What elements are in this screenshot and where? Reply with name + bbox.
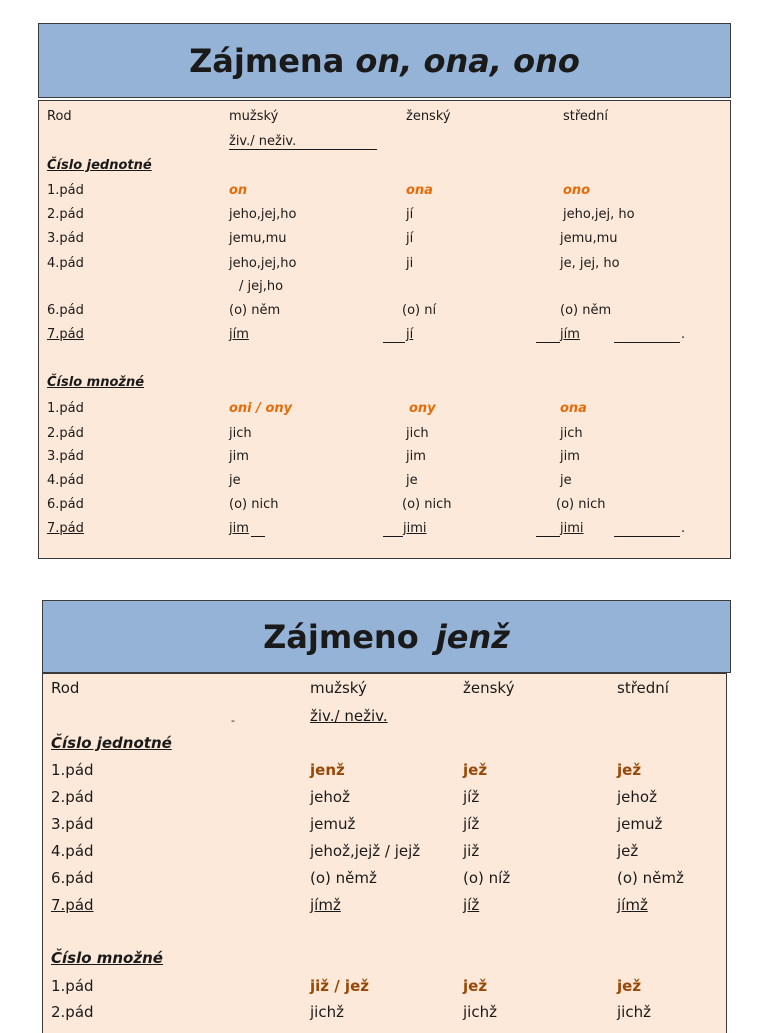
form-feminine: již — [463, 842, 480, 860]
form-masculine: on — [229, 183, 248, 198]
case-label: 6.pád — [47, 497, 84, 512]
dash-mark: - — [231, 714, 235, 727]
subheader-animate: živ./ neživ. — [229, 134, 297, 149]
form-feminine: jich — [406, 426, 429, 441]
form-feminine: jimi — [403, 521, 427, 536]
form-feminine: jí — [406, 327, 414, 342]
case-label: 3.pád — [47, 449, 84, 464]
form-masculine: jim — [229, 449, 249, 464]
plural-label: Číslo množné — [47, 375, 145, 390]
panel1-title-plain: Zájmena — [189, 41, 356, 80]
form-feminine: (o) níž — [463, 869, 511, 887]
form-feminine: ona — [406, 183, 433, 198]
header-masculine: mužský — [229, 109, 279, 124]
form-neuter: jichž — [617, 1003, 651, 1021]
panel2-title-plain: Zájmeno — [263, 617, 430, 656]
case-label: 7.pád — [51, 896, 94, 914]
form-masculine: jehož — [310, 788, 350, 806]
form-masculine: jemu,mu — [229, 231, 287, 246]
form-feminine: ony — [409, 401, 436, 416]
header-rod: Rod — [51, 679, 80, 697]
form-feminine: ji — [406, 256, 414, 271]
form-neuter: (o) něm — [560, 303, 612, 318]
form-masculine: jim — [229, 521, 249, 536]
form-masculine-alt: / jej,ho — [239, 279, 284, 294]
case-label: 4.pád — [51, 842, 94, 860]
form-neuter: (o) němž — [617, 869, 684, 887]
form-masculine: oni / ony — [229, 401, 293, 416]
blank-line — [614, 342, 680, 343]
form-masculine: (o) něm — [229, 303, 281, 318]
form-feminine: jíž — [463, 815, 480, 833]
case-label: 2.pád — [51, 1003, 94, 1021]
form-masculine: jichž — [310, 1003, 344, 1021]
panel1-title-italic: on, ona, ono — [355, 41, 580, 80]
form-neuter: je, jej, ho — [560, 256, 620, 271]
form-feminine: (o) nich — [402, 497, 452, 512]
form-feminine: jí — [406, 231, 414, 246]
panel2-title — [42, 600, 731, 673]
blank-line — [383, 536, 403, 537]
header-feminine: ženský — [463, 679, 515, 697]
form-masculine: jenž — [310, 761, 345, 779]
form-neuter: jím — [560, 327, 580, 342]
header-feminine: ženský — [406, 109, 451, 124]
panel1-title — [38, 23, 731, 98]
row-end-dot: . — [681, 327, 686, 342]
subheader-underline — [229, 149, 377, 150]
form-feminine: je — [406, 473, 418, 488]
form-neuter: jemu,mu — [560, 231, 618, 246]
plural-label: Číslo množné — [51, 949, 163, 967]
form-neuter: jež — [617, 842, 639, 860]
form-masculine: (o) nich — [229, 497, 279, 512]
form-masculine: jímž — [310, 896, 341, 914]
case-label: 4.pád — [47, 473, 84, 488]
case-label: 1.pád — [51, 761, 94, 779]
form-neuter: jim — [560, 449, 580, 464]
form-feminine: jež — [463, 977, 488, 995]
header-neuter: střední — [617, 679, 669, 697]
form-neuter: jich — [560, 426, 583, 441]
panel2-title-italic: jenž — [435, 617, 510, 656]
case-label: 6.pád — [51, 869, 94, 887]
blank-line — [536, 342, 560, 343]
case-label: 6.pád — [47, 303, 84, 318]
case-label: 4.pád — [47, 256, 84, 271]
blank-line — [614, 536, 680, 537]
form-neuter: jež — [617, 977, 642, 995]
form-masculine: jemuž — [310, 815, 356, 833]
form-masculine: je — [229, 473, 241, 488]
form-masculine: (o) němž — [310, 869, 377, 887]
form-feminine: jim — [406, 449, 426, 464]
form-neuter: jeho,jej, ho — [563, 207, 635, 222]
case-label: 1.pád — [51, 977, 94, 995]
blank-line — [251, 536, 265, 537]
form-feminine: (o) ní — [402, 303, 437, 318]
row-end-dot: . — [681, 521, 686, 536]
case-label: 1.pád — [47, 401, 84, 416]
header-rod: Rod — [47, 109, 72, 124]
form-feminine: jež — [463, 761, 488, 779]
singular-label: Číslo jednotné — [51, 734, 172, 752]
form-masculine: jeho,jej,ho — [229, 256, 297, 271]
header-masculine: mužský — [310, 679, 367, 697]
case-label: 2.pád — [47, 426, 84, 441]
form-neuter: (o) nich — [556, 497, 606, 512]
panel1-table — [38, 100, 731, 559]
form-neuter: ona — [560, 401, 587, 416]
case-label: 2.pád — [47, 207, 84, 222]
form-neuter: jemuž — [617, 815, 663, 833]
form-neuter: ono — [563, 183, 591, 198]
form-neuter: je — [560, 473, 572, 488]
form-feminine: jíž — [463, 896, 480, 914]
form-masculine: jich — [229, 426, 252, 441]
case-label: 7.pád — [47, 327, 84, 342]
case-label: 3.pád — [51, 815, 94, 833]
form-feminine: jichž — [463, 1003, 497, 1021]
blank-line — [383, 342, 405, 343]
subheader-animate: živ./ neživ. — [310, 707, 388, 725]
case-label: 2.pád — [51, 788, 94, 806]
form-neuter: jehož — [617, 788, 657, 806]
form-masculine: jehož,jejž / jejž — [310, 842, 421, 860]
form-neuter: jímž — [617, 896, 648, 914]
case-label: 1.pád — [47, 183, 84, 198]
form-masculine: již / jež — [310, 977, 369, 995]
form-masculine: jím — [229, 327, 249, 342]
form-neuter: jimi — [560, 521, 584, 536]
case-label: 7.pád — [47, 521, 84, 536]
blank-line — [536, 536, 560, 537]
form-masculine: jeho,jej,ho — [229, 207, 297, 222]
form-neuter: jež — [617, 761, 642, 779]
singular-label: Číslo jednotné — [47, 158, 152, 173]
header-neuter: střední — [563, 109, 609, 124]
panel2-table — [42, 673, 727, 1033]
case-label: 3.pád — [47, 231, 84, 246]
form-feminine: jíž — [463, 788, 480, 806]
form-feminine: jí — [406, 207, 414, 222]
